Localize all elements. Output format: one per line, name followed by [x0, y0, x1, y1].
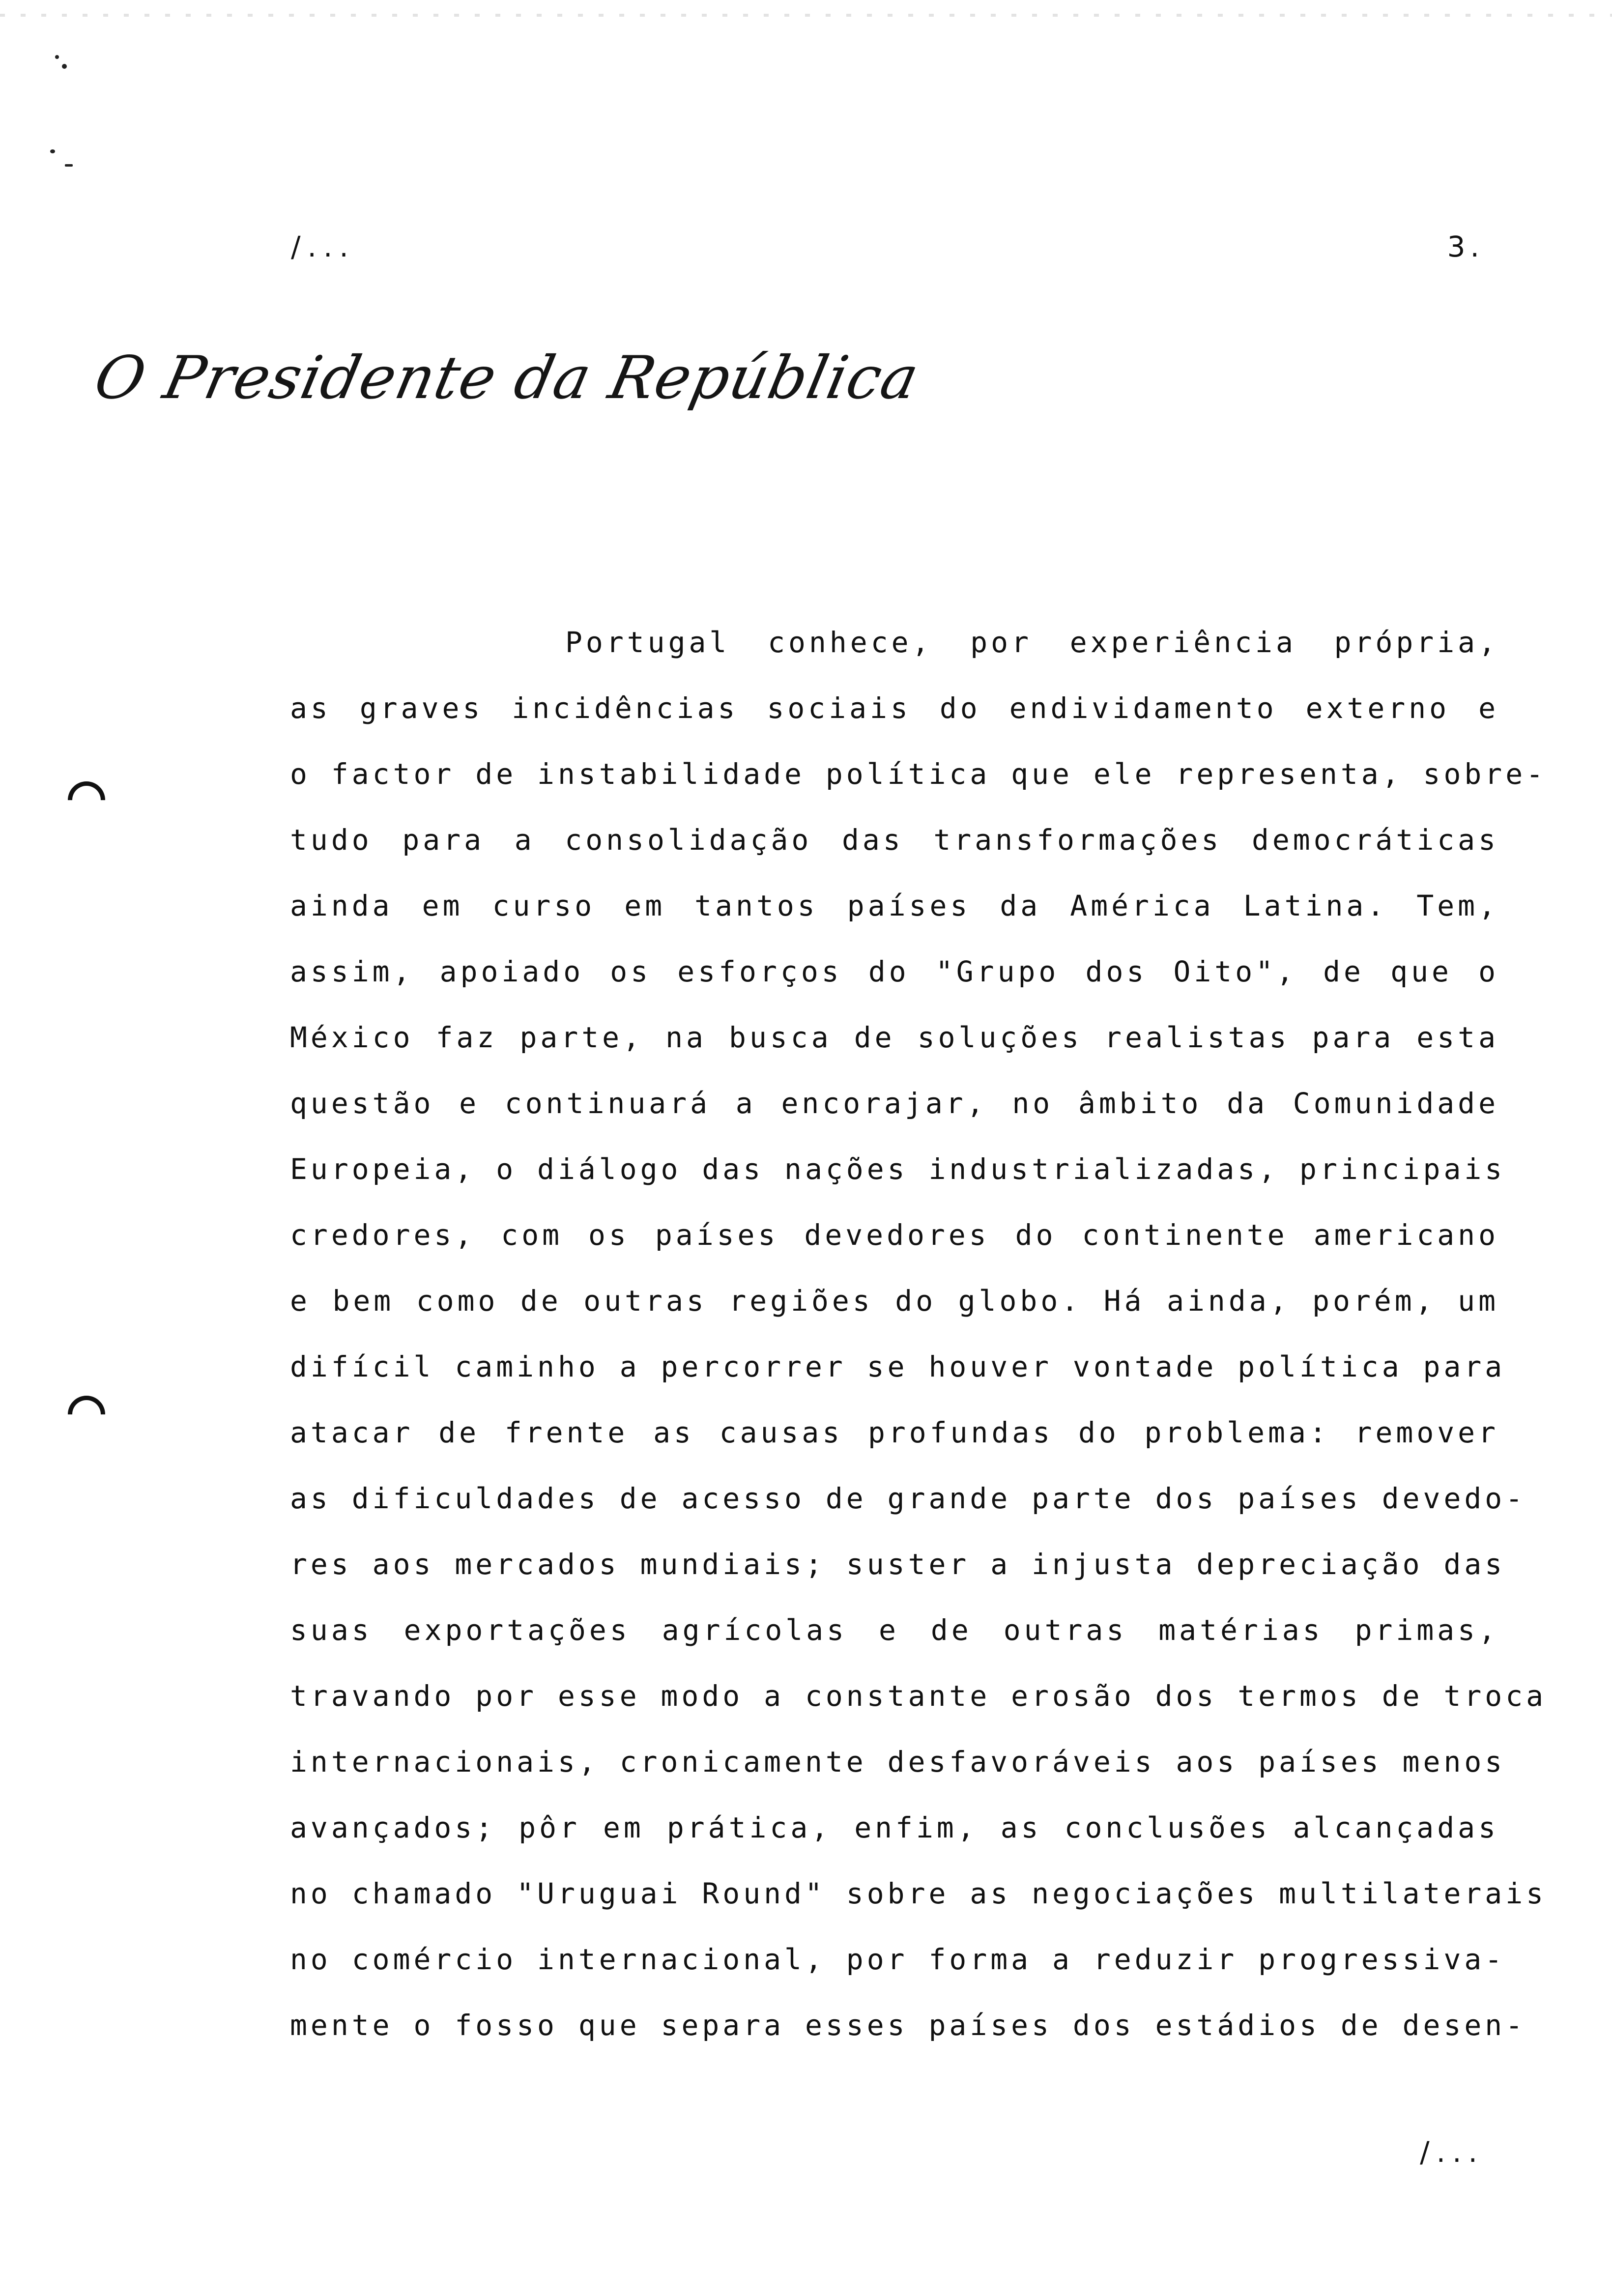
- text-line: res aos mercados mundiais; suster a injusta depreciação das: [290, 1548, 1506, 1581]
- text-line: México faz parte, na busca de soluções realistas para esta: [290, 1021, 1499, 1054]
- scan-speck: [50, 149, 55, 153]
- scan-edge-artifact: [0, 14, 1612, 17]
- continuation-mark-top: /...: [291, 230, 355, 263]
- text-line: o factor de instabilidade política que ele representa, sobre-: [290, 757, 1547, 791]
- text-line: questão e continuará a encorajar, no âmbito da Comunidade: [290, 1087, 1499, 1120]
- scan-speck: [65, 164, 73, 167]
- text-line: mente o fosso que separa esses países dos estádios de desen-: [290, 2009, 1526, 2042]
- scan-speck: [55, 55, 59, 59]
- continuation-mark-bottom: /...: [1420, 2135, 1484, 2169]
- text-line: difícil caminho a percorrer se houver vontade política para: [290, 1350, 1506, 1383]
- text-line: no comércio internacional, por forma a reduzir progressiva-: [290, 1943, 1506, 1976]
- text-line: avançados; pôr em prática, enfim, as conclusões alcançadas: [290, 1811, 1499, 1844]
- body-paragraph: [290, 609, 1547, 2058]
- text-line: Portugal conhece, por experiência própria,: [565, 626, 1499, 659]
- text-line: assim, apoiado os esforços do "Grupo dos Oito", de que o: [290, 955, 1499, 988]
- punch-hole-mark: [60, 1388, 113, 1440]
- text-line: internacionais, cronicamente desfavoráveis aos países menos: [290, 1745, 1506, 1779]
- punch-hole-mark: [60, 774, 113, 826]
- text-line: credores, com os países devedores do continente americano: [290, 1218, 1499, 1252]
- text-line: as dificuldades de acesso de grande parte dos países devedo-: [290, 1482, 1526, 1515]
- text-line: tudo para a consolidação das transformações democráticas: [290, 823, 1499, 857]
- letterhead: O Presidente da República: [88, 344, 925, 412]
- page-number: 3.: [1447, 230, 1484, 263]
- text-line: e bem como de outras regiões do globo. Há ainda, porém, um: [290, 1284, 1499, 1318]
- text-line: Europeia, o diálogo das nações industrializadas, principais: [290, 1152, 1506, 1186]
- text-line: no chamado "Uruguai Round" sobre as negociações multilaterais: [290, 1877, 1547, 1910]
- text-line: travando por esse modo a constante erosão dos termos de troca: [290, 1679, 1547, 1713]
- text-line: atacar de frente as causas profundas do problema: remover: [290, 1416, 1499, 1449]
- text-line: ainda em curso em tantos países da América Latina. Tem,: [290, 889, 1499, 922]
- text-line: suas exportações agrícolas e de outras matérias primas,: [290, 1613, 1499, 1647]
- text-line: as graves incidências sociais do endividamento externo e: [290, 691, 1499, 725]
- scan-speck: [62, 64, 67, 69]
